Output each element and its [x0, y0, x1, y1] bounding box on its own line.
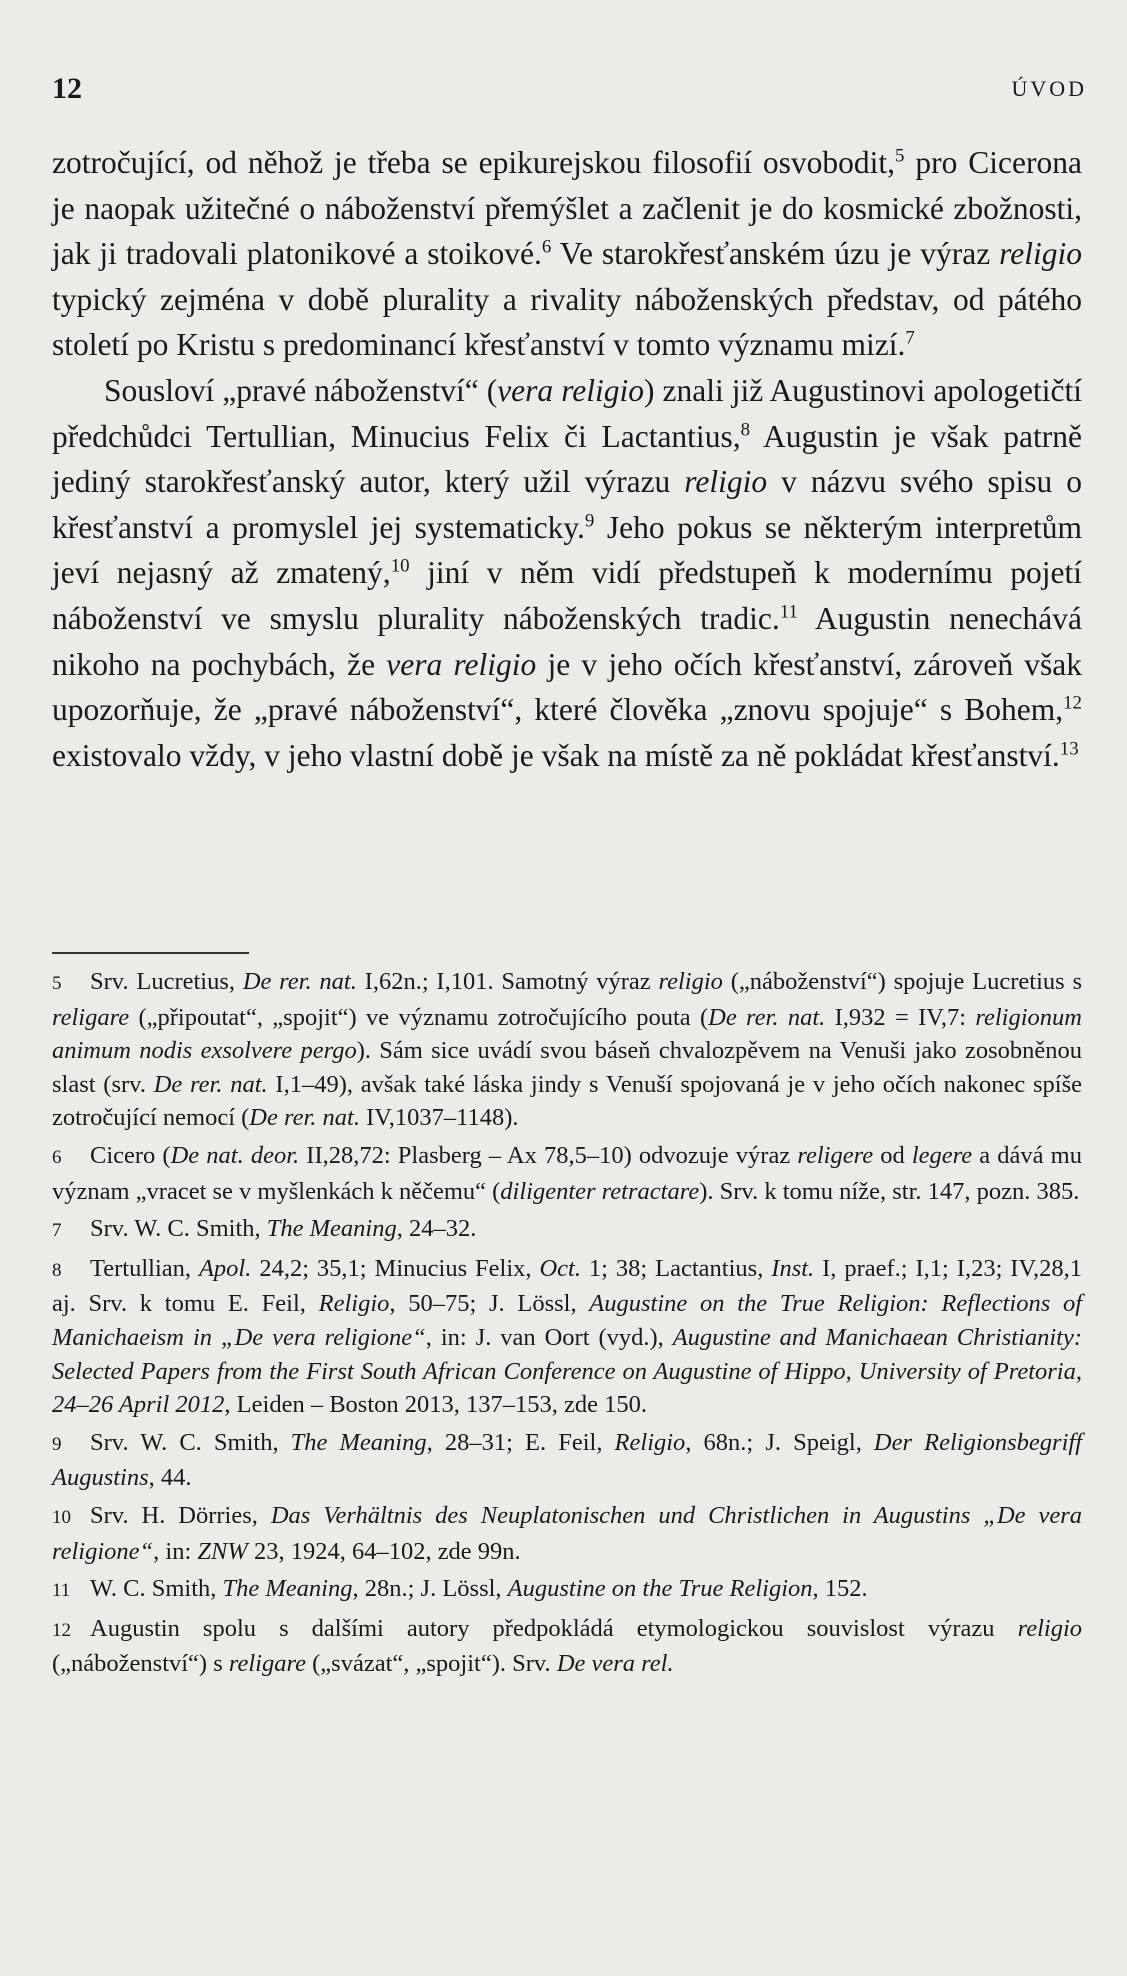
- text-run: , 68n.; J. Speigl,: [685, 1428, 874, 1456]
- italic-text: The Meaning: [290, 1428, 427, 1456]
- footnote: [52, 1212, 1082, 1248]
- text-run: Augustin nenechává nikoho na pochybách, že: [52, 600, 1083, 682]
- italic-text: legere: [911, 1141, 973, 1169]
- text-run: Sousloví „pravé náboženství“ (: [104, 372, 498, 408]
- text-run: zotročující, od něhož je třeba se epikurejskou filosofií osvobodit,: [52, 145, 896, 180]
- text-run: typický zejména v době plurality a rivality náboženských představ, od pátého století po Kristu s predominancí křesťanství v tomto významu mizí.: [52, 281, 1082, 363]
- footnote-number: 9: [52, 1433, 62, 1455]
- text-run: , 28–31; E. Feil,: [426, 1428, 615, 1456]
- text-run: („připoutat“, „spojit“) ve významu zotročujícího pouta (: [129, 1003, 709, 1031]
- italic-text: Augustine on the True Religion: [507, 1575, 813, 1603]
- text-run: , 50–75; J. Lössl,: [389, 1290, 590, 1318]
- italic-text: religio: [658, 968, 723, 995]
- italic-text: De rer. nat.: [249, 1104, 360, 1132]
- italic-text: religere: [797, 1141, 874, 1169]
- footnote-separator: [52, 952, 249, 954]
- italic-text: Religio: [318, 1290, 390, 1318]
- italic-text: Inst.: [771, 1254, 815, 1282]
- footnotes: [52, 965, 1082, 1685]
- footnote: [52, 1572, 1082, 1608]
- italic-text: Augustine and Manichaean Christianity: Selected Papers from the First South African Conference on Augustine of Hippo, University of Pretoria, 24–26 April 2012: [52, 1323, 1083, 1419]
- text-run: I,62n.; I,101. Samotný výraz: [356, 968, 659, 995]
- italic-text: vera religio: [497, 372, 645, 408]
- italic-text: The Meaning: [266, 1215, 397, 1243]
- text-run: („náboženství“) spojuje Lucretius s: [722, 968, 1082, 995]
- text-run: existovalo vždy, v jeho vlastní době je však na místě za ně pokládat křesťanství.: [52, 737, 1060, 773]
- italic-text: De vera rel.: [556, 1650, 674, 1678]
- footnote-ref[interactable]: 9: [584, 510, 595, 532]
- text-run: je v jeho očích křesťanství, zároveň však upozorňuje, že „pravé náboženství“, které člověka „znovu spojuje“ s Bohem,: [52, 646, 1083, 728]
- footnote-number: 11: [52, 1580, 71, 1602]
- text-run: Tertullian,: [90, 1254, 199, 1282]
- italic-text: De rer. nat.: [153, 1070, 268, 1098]
- footnote-number: 5: [52, 973, 62, 994]
- footnote: [52, 1426, 1082, 1495]
- text-run: , Leiden – Boston 2013, 137–153, zde 150.: [224, 1391, 647, 1419]
- text-run: , 44.: [148, 1464, 192, 1492]
- text-run: , 24–32.: [396, 1215, 477, 1243]
- italic-text: Das Verhältnis des Neuplatonischen und Christlichen in Augustins „De vera religione“: [52, 1501, 1082, 1565]
- footnote-ref[interactable]: 11: [779, 601, 798, 623]
- text-run: Augustin je však patrně jediný starokřesťanský autor, který užil výrazu: [52, 418, 1082, 500]
- text-run: IV,1037–1148).: [359, 1104, 519, 1132]
- italic-text: Oct.: [539, 1254, 581, 1282]
- text-run: Srv. W. C. Smith,: [90, 1428, 291, 1456]
- footnote-ref[interactable]: 10: [390, 555, 410, 577]
- paragraph: [52, 368, 1082, 778]
- paragraph: [52, 140, 1082, 368]
- footnote-ref[interactable]: 12: [1063, 692, 1082, 714]
- text-run: Srv. W. C. Smith,: [90, 1215, 267, 1243]
- footnote: [52, 1139, 1082, 1208]
- footnote-number: 6: [52, 1146, 62, 1168]
- text-run: I, praef.; I,1; I,23; IV,28,1 aj. Srv. k tomu E. Feil,: [52, 1254, 1083, 1318]
- text-run: („svázat“, „spojit“). Srv.: [306, 1650, 557, 1678]
- text-run: („náboženství“) s: [52, 1650, 229, 1678]
- text-run: v názvu svého spisu o křesťanství a promyslel jej systematicky.: [52, 464, 1082, 545]
- text-run: Srv. Lucretius,: [90, 968, 243, 995]
- footnote-number: 12: [52, 1619, 71, 1641]
- main-text: [52, 140, 1082, 778]
- italic-text: religio: [999, 236, 1082, 272]
- text-run: , in: J. van Oort (vyd.),: [425, 1323, 673, 1351]
- text-run: ) znali již Augustinovi apologetičtí předchůdci Tertullian, Minucius Felix či Lactantius,: [52, 372, 1083, 454]
- text-run: I,1–49), avšak také láska jindy s Venuší spojovaná je v jeho očích nakonec spíše zotročující nemocí (: [52, 1070, 1082, 1132]
- footnote-ref[interactable]: 13: [1059, 738, 1079, 760]
- italic-text: religio: [684, 464, 768, 500]
- footnote-number: 8: [52, 1259, 62, 1281]
- italic-text: De rer. nat.: [708, 1003, 826, 1031]
- footnote-ref[interactable]: 7: [905, 327, 915, 349]
- text-run: Augustin spolu s dalšími autory předpokládá etymologickou souvislost výrazu: [90, 1614, 1018, 1642]
- footnote: [52, 1612, 1082, 1681]
- text-run: 24,2; 35,1; Minucius Felix,: [251, 1254, 540, 1282]
- text-run: W. C. Smith,: [90, 1575, 223, 1603]
- text-run: 23, 1924, 64–102, zde 99n.: [247, 1537, 521, 1565]
- italic-text: vera religio: [386, 646, 537, 682]
- italic-text: religio: [1017, 1614, 1082, 1642]
- footnote: [52, 1499, 1082, 1568]
- text-run: a dává mu význam „vracet se v myšlenkách k něčemu“ (: [52, 1141, 1082, 1205]
- footnote: [52, 1252, 1082, 1422]
- running-title: ÚVOD: [1011, 76, 1087, 101]
- text-run: ). Srv. k tomu níže, str. 147, pozn. 385.: [699, 1177, 1080, 1205]
- italic-text: Apol.: [198, 1254, 252, 1282]
- footnote-ref[interactable]: 6: [541, 236, 552, 258]
- footnote-ref[interactable]: 8: [740, 419, 751, 441]
- italic-text: religare: [228, 1650, 306, 1678]
- italic-text: diligenter retractare: [500, 1177, 700, 1205]
- page-header: [52, 72, 1087, 112]
- italic-text: religare: [52, 1003, 130, 1031]
- text-run: ). Sám sice uvádí svou báseň chvalozpěvem na Venuši jako zosobněnou slast (srv.: [52, 1037, 1082, 1098]
- footnote-ref[interactable]: 5: [895, 145, 905, 167]
- footnote-number: 7: [52, 1220, 62, 1242]
- text-run: Cicero (: [90, 1141, 171, 1169]
- footnote-number: 10: [52, 1506, 71, 1528]
- text-run: od: [873, 1141, 912, 1169]
- text-run: , in:: [153, 1537, 198, 1565]
- italic-text: Der Religionsbegriff Augustins: [52, 1428, 1082, 1492]
- text-run: Jeho pokus se některým interpretům jeví nejasný až zmatený,: [52, 509, 1082, 591]
- italic-text: Religio: [614, 1428, 686, 1456]
- text-run: I,932 = IV,7:: [825, 1003, 976, 1031]
- italic-text: De rer. nat.: [242, 968, 357, 995]
- italic-text: religionum animum nodis exsolvere pergo: [52, 1003, 1082, 1065]
- italic-text: De nat. deor.: [170, 1141, 300, 1169]
- text-run: 1; 38; Lactantius,: [580, 1254, 772, 1282]
- text-run: Ve starokřesťanském úzu je výraz: [551, 236, 1000, 272]
- text-run: II,28,72: Plasberg – Ax 78,5–10) odvozuje výraz: [299, 1141, 798, 1169]
- text-run: , 28n.; J. Lössl,: [352, 1575, 508, 1603]
- text-run: pro Cicerona je naopak užitečné o náboženství přemýšlet a začlenit je do kosmické zbožnosti, jak ji tradovali platonikové a stoikové.: [52, 145, 1082, 272]
- text-run: Srv. H. Dörries,: [90, 1501, 271, 1529]
- italic-text: Augustine on the True Religion: Reflections of Manichaeism in „De vera religione“: [52, 1290, 1083, 1351]
- text-run: , 152.: [812, 1575, 868, 1603]
- text-run: jiní v něm vidí předstupeň k modernímu pojetí náboženství ve smyslu plurality náboženských tradic.: [52, 555, 1082, 636]
- italic-text: ZNW: [197, 1537, 248, 1565]
- footnote: [52, 965, 1082, 1135]
- italic-text: The Meaning: [222, 1575, 353, 1603]
- page-number: 12: [52, 72, 82, 105]
